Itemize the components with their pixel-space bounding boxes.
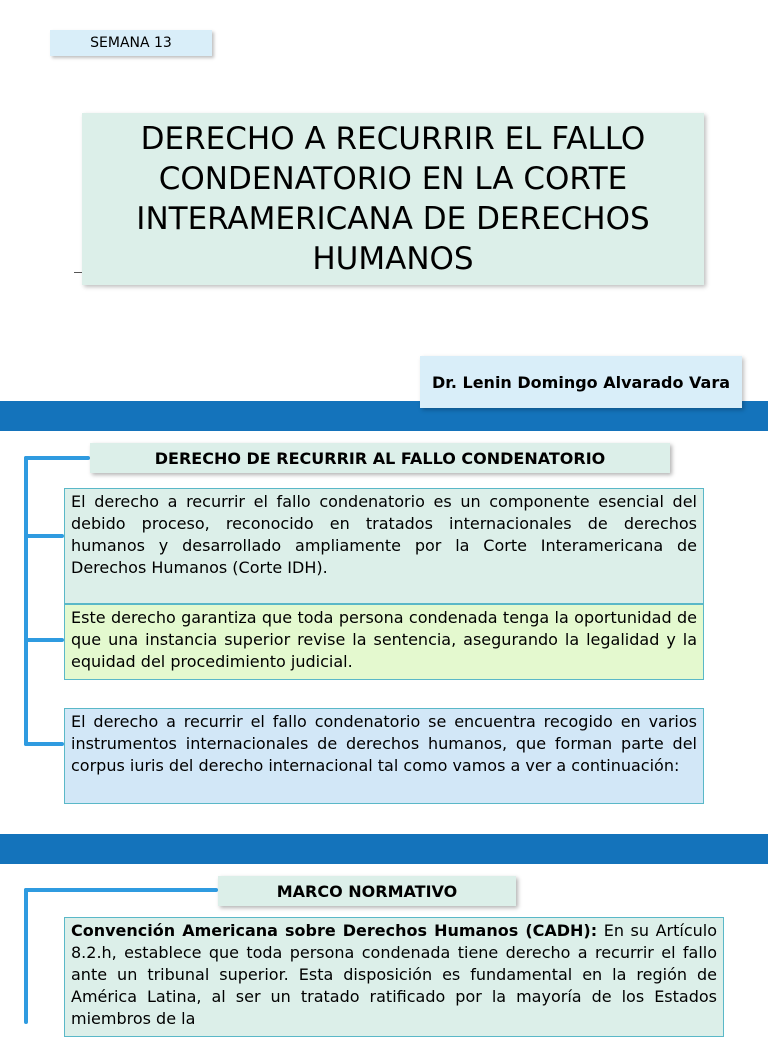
connector-heading-2: [24, 888, 218, 892]
paragraph-box-2: [64, 604, 704, 680]
cadh-text: [71, 920, 717, 1030]
connector-box-2: [24, 638, 64, 642]
connector-vertical-1: [24, 456, 28, 746]
section-heading-text: DERECHO DE RECURRIR AL FALLO CONDENATORIO: [154, 448, 606, 468]
paragraph-text-1: El derecho a recurrir el fallo condenatorio es un componente esencial del debido proceso, reconocido en tratados internacionales de derechos humanos y desarrollado ampliamente por la Corte Interamericana de Derechos Humanos (Corte IDH).: [71, 492, 697, 577]
author-name: Dr. Lenin Domingo Alvarado Vara: [431, 372, 731, 392]
connector-box-1: [24, 534, 64, 538]
paragraph-box-cadh: [64, 917, 724, 1037]
section-band-middle: [0, 834, 768, 864]
section-heading-text: MARCO NORMATIVO: [276, 881, 458, 901]
slide-title-text: DERECHO A RECURRIR EL FALLO CONDENATORIO EN LA CORTE INTERAMERICANA DE DERECHOS HUMANOS: [136, 121, 650, 277]
section-heading-marco: [218, 876, 516, 906]
connector-vertical-2: [24, 888, 28, 1024]
title-tick-mark: [74, 272, 82, 273]
week-label: SEMANA 13: [50, 30, 212, 56]
author-box: [420, 356, 742, 408]
cadh-body: En su Artículo 8.2.h, establece que toda persona condenada tiene derecho a recurrir el fallo ante un tribunal superior. Esta disposición es fundamental en la región de América Latina, al ser un tratado ratificado por la mayoría de los Estados miembros de la: [71, 921, 718, 1028]
section-heading-derecho: [90, 443, 670, 473]
slide-title: [82, 113, 704, 285]
paragraph-box-3: [64, 708, 704, 804]
connector-box-3: [24, 742, 64, 746]
cadh-title: Convención Americana sobre Derechos Humanos (CADH):: [71, 921, 598, 940]
paragraph-text-3: El derecho a recurrir el fallo condenatorio se encuentra recogido en varios instrumentos internacionales de derechos humanos, que forman parte del corpus iuris del derecho internacional tal como vamos a ver a continuación:: [71, 712, 697, 775]
paragraph-text-2: Este derecho garantiza que toda persona condenada tenga la oportunidad de que una instancia superior revise la sentencia, asegurando la legalidad y la equidad del procedimiento judicial.: [71, 608, 697, 671]
connector-heading-1: [24, 456, 90, 460]
paragraph-box-1: [64, 488, 704, 604]
